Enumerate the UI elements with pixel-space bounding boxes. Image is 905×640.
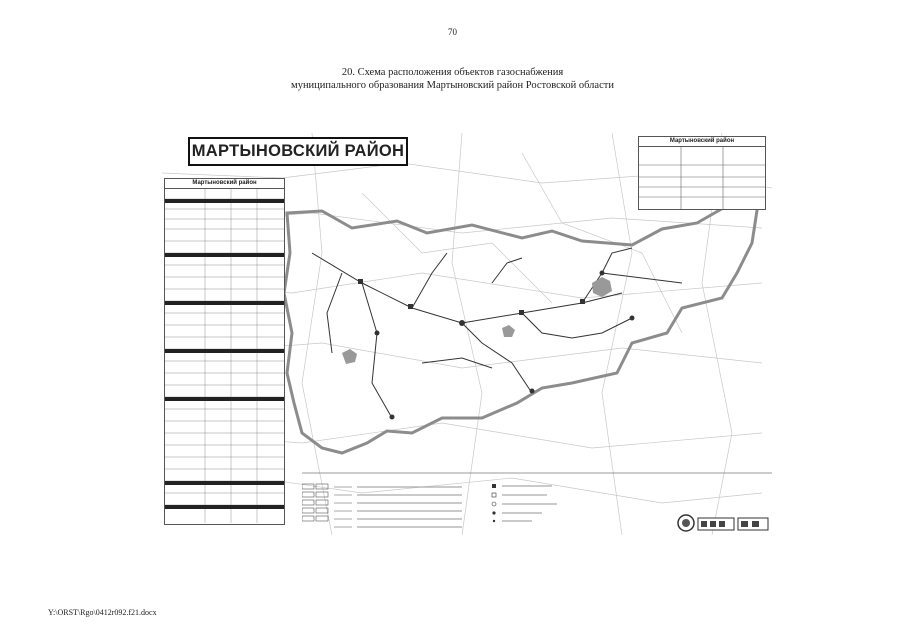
gas-supply-map: [162, 133, 772, 535]
logo-graphic: [676, 512, 771, 534]
title-line-2: муниципального образования Мартыновский район Ростовской области: [291, 80, 614, 91]
district-label: МАРТЫНОВСКИЙ РАЙОН: [188, 137, 408, 166]
document-path: Y:\ORST\Rgo\0412r092.f21.docx: [48, 608, 157, 617]
publisher-logo: [676, 512, 771, 534]
page-title: [0, 66, 905, 92]
summary-table: [638, 136, 766, 210]
summary-table-grid: [639, 147, 765, 209]
settlements-table: [164, 178, 285, 525]
settlements-table-title: Мартыновский район: [165, 179, 284, 189]
legend-symbols: [302, 483, 562, 531]
page-number: 70: [448, 27, 457, 37]
map-legend: [302, 483, 562, 531]
district-boundary: [284, 191, 760, 453]
gas-pipelines: [312, 248, 682, 418]
settlements-table-grid: [165, 189, 284, 523]
title-line-1: 20. Схема расположения объектов газоснабжения: [341, 67, 564, 78]
summary-table-title: Мартыновский район: [639, 137, 765, 147]
